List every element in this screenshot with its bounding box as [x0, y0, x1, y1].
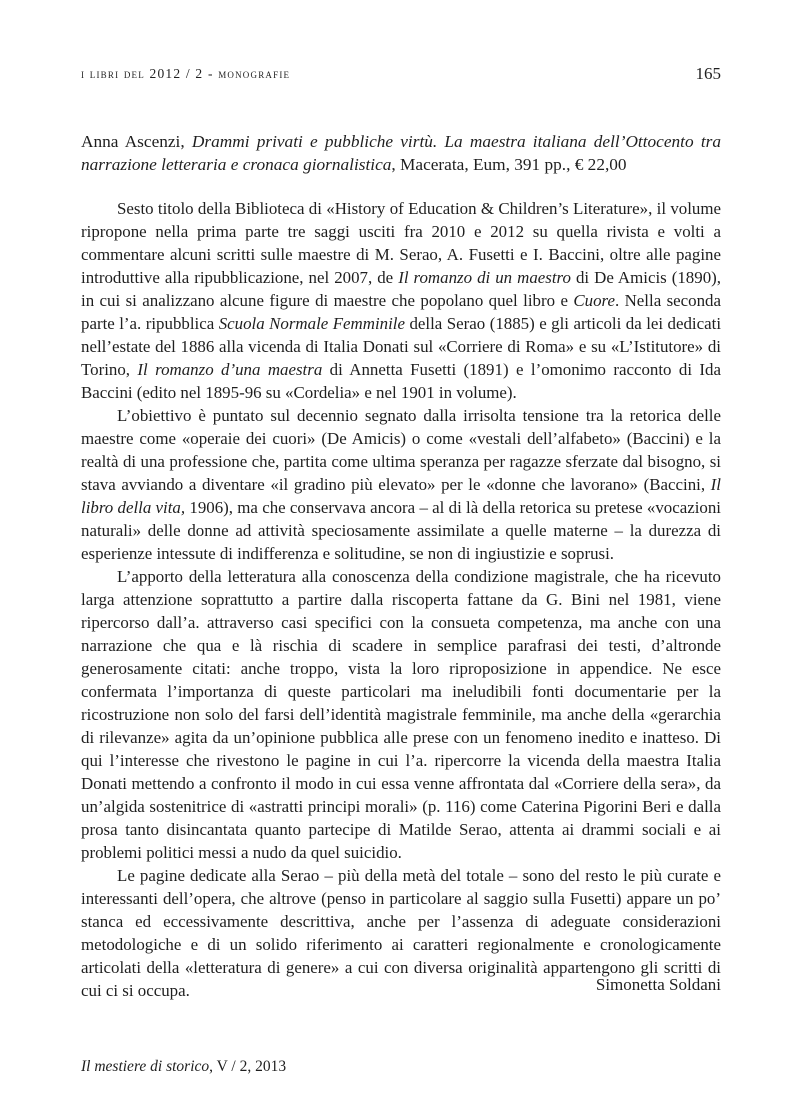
citation-author: Anna Ascenzi,	[81, 132, 192, 151]
text-run: di De Amicis (1890), in cui si analizzano alcune figure di maestre che popolano quel libro e	[81, 268, 721, 310]
italic-title: Cuore	[573, 291, 615, 310]
journal-issue: , V / 2, 2013	[209, 1058, 287, 1075]
page-number: 165	[695, 64, 721, 83]
book-citation	[81, 131, 721, 176]
italic-title: Scuola Normale Femminile	[218, 314, 405, 333]
paragraph-1	[81, 197, 721, 404]
text-run: di Annetta Fusetti (1891) e l’omonimo racconto di Ida Baccini (edito nel 1895-96 su «Cordelia» e nel 1901 in volume).	[81, 360, 721, 402]
journal-title: Il mestiere di storico	[81, 1058, 210, 1075]
text-run: L’obiettivo è puntato sul decennio segnato dalla irrisolta tensione tra la retorica delle maestre come «operaie dei cuori» (De Amicis) o come «vestali dell’alfabeto» (Baccini) e la realtà di una professione che, partita come ultima speranza per ragazze sferzate dal bisogno, si stava avviando a diventare «il gradino più elevato» per le «donne che lavorano» (Baccini,	[81, 406, 721, 494]
paragraph-2	[81, 404, 721, 565]
citation-publication: , Macerata, Eum, 391 pp., € 22,00	[391, 154, 627, 174]
running-head	[81, 66, 721, 88]
text-run: 1906), ma che conservava ancora – al di là della retorica su pretese «vocazioni naturali» delle donne ad attività speciosamente assimilate a quelle materne – la durezza di esperienze intessute di indifferenza e solitudine, se non di ingiustizie e soprusi.	[81, 498, 721, 563]
journal-footer	[81, 1058, 286, 1076]
text-run: Sesto titolo della Biblioteca di «History of Education & Children’s Literature», il volume ripropone nella prima parte tre saggi usciti fra 2010 e 2012 su quella rivista e volti a commentare alcuni scritti sulle maestre di M. Serao, A. Fusetti e I. Baccini, oltre alle pagine introduttive alla ripubblicazione, nel 2007, de	[81, 199, 721, 287]
paragraph-3: L’apporto della letteratura alla conoscenza della condizione magistrale, che ha ricevuto larga attenzione soprattutto a partire dalla riscoperta fattane da G. Bini nel 1981, viene ripercorso dall’a. attraverso casi specifici con la consueta competenza, ma anche con una narrazione che qua e là rischia di scadere in semplice parafrasi dei testi, d’altronde generosamente citati: anche troppo, vista la loro riproposizione in appendice. Ne esce confermata l’importanza di queste particolari ma ineludibili fonti documentarie per la ricostruzione non solo del farsi dell’identità magistrale femminile, ma anche della «gerarchia di rilevanze» agita da un’opinione pubblica alle prese con un fenomeno inedito e inatteso. Di qui l’interesse che rivestono le pagine in cui l’a. ripercorre la vicenda della maestra Italia Donati mettendo a confronto il modo in cui essa venne affrontata dal «Corriere della sera», da un’algida sostenitrice di «astratti principi morali» (p. 116) come Caterina Pigorini Beri e dalla prosa tanto disincantata quanto partecipe di Matilde Serao, attenta ai drammi sociali e ai problemi politici messi a nudo da quel suicidio.	[81, 567, 721, 862]
italic-title: Il romanzo di un maestro	[398, 268, 571, 287]
text-run: della Serao (1885) e gli articoli da lei dedicati nell’estate del 1886 alla vicenda di Italia Donati sul «Corriere di Roma» e su «L’Istitutore» di Torino,	[81, 314, 722, 379]
text-run: . Nella seconda parte l’a. ripubblica	[81, 291, 721, 333]
italic-title: Il libro della vita,	[81, 475, 721, 517]
running-title: i libri del 2012 / 2 - monografie	[81, 66, 291, 81]
review-body	[81, 197, 721, 1002]
citation-title: Drammi privati e pubbliche virtù. La maestra italiana dell’Ottocento tra narrazione letteraria e cronaca giornalistica	[81, 132, 721, 174]
paragraph-4: Le pagine dedicate alla Serao – più della metà del totale – sono del resto le più curate e interessanti dell’opera, che altrove (penso in particolare al saggio sulla Fusetti) appare un po’ stanca ed eccessivamente descrittiva, anche per l’assenza di adeguate considerazioni metodologiche e di un solido riferimento ai caratteri regionalmente e cronologicamente articolati della «letteratura di genere» a cui con diversa originalità appartengono gli scritti di cui ci si occupa.	[81, 866, 721, 1000]
italic-title: Il romanzo d’una maestra	[137, 360, 323, 379]
reviewer-signature: Simonetta Soldani	[595, 975, 721, 994]
